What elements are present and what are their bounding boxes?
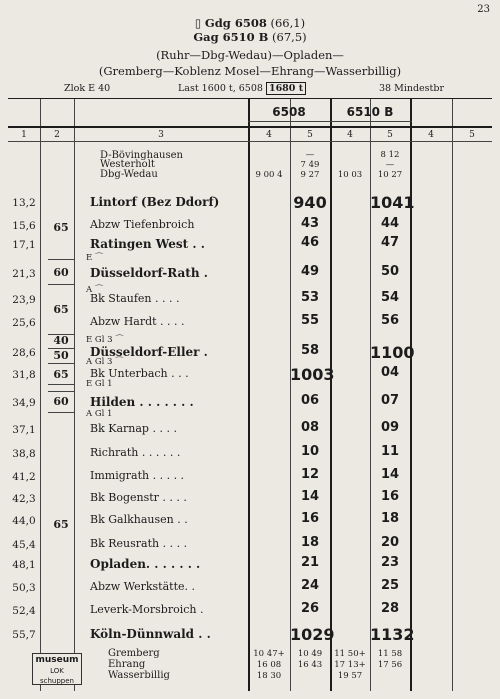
station-name: Ratingen West . . xyxy=(90,237,205,251)
km-value: 37,1 xyxy=(12,424,36,436)
origin-station: Westerholt xyxy=(100,159,155,170)
station-name: Abzw Hardt . . . . xyxy=(90,315,185,328)
column-number: 5 xyxy=(307,130,313,140)
train-6508-speed: (66,1) xyxy=(266,16,306,30)
time-6508: 14 xyxy=(300,489,320,504)
time-6510: 11 xyxy=(380,444,400,459)
station-name: Abzw Werkstätte. . xyxy=(90,580,195,593)
km-value: 38,8 xyxy=(12,448,36,460)
km-value: 34,9 xyxy=(12,397,36,409)
column-number: 5 xyxy=(469,130,475,140)
km-value: 52,4 xyxy=(12,605,36,617)
route-line: (Ruhr—Dbg-Wedau)—Opladen— xyxy=(156,48,344,62)
timetable xyxy=(8,99,492,691)
km-value: 48,1 xyxy=(12,559,36,571)
time-small: 16 08 xyxy=(256,660,282,670)
time-small: 9 00 4 xyxy=(255,170,283,180)
time-6508: 18 xyxy=(300,535,320,550)
rule xyxy=(74,99,75,691)
speed-limit: 40 xyxy=(53,334,69,347)
station-name: Bk Bogenstr . . . . xyxy=(90,491,187,504)
track-note: E Gl 3 ⌒ xyxy=(86,335,124,345)
time-6510: 07 xyxy=(380,393,400,408)
time-6508: 1029 xyxy=(290,625,335,644)
column-number: 4 xyxy=(266,130,272,140)
time-6510: 04 xyxy=(380,365,400,380)
min-brake-label: 38 Mindestbr xyxy=(378,83,444,94)
train-6508-name: Gdg 6508 xyxy=(204,16,267,30)
speed-limit: 65 xyxy=(53,368,69,381)
station-name: Bk Karnap . . . . xyxy=(90,422,177,435)
time-6510: 44 xyxy=(380,216,400,231)
track-note: A Gl 1 xyxy=(86,409,113,419)
rule xyxy=(330,99,332,691)
column-number: 5 xyxy=(387,130,393,140)
time-6508: 49 xyxy=(300,264,320,279)
rule xyxy=(248,99,250,691)
time-small: 16 43 xyxy=(297,660,323,670)
km-value: 31,8 xyxy=(12,369,36,381)
speed-limit: 50 xyxy=(53,349,69,362)
time-6510: 28 xyxy=(380,601,400,616)
track-note: E ⌒ xyxy=(86,253,104,263)
time-6510: 23 xyxy=(380,555,400,570)
km-value: 50,3 xyxy=(12,582,36,594)
speed-limit: 65 xyxy=(53,518,69,531)
km-value: 25,6 xyxy=(12,317,36,329)
station-name: Bk Unterbach . . . xyxy=(90,367,189,380)
time-small: 10 49 xyxy=(297,649,323,659)
km-value: 15,6 xyxy=(12,220,36,232)
destination-station: Wasserbillig xyxy=(108,670,170,681)
station-name: Opladen. . . . . . . xyxy=(90,557,201,571)
column-number: 2 xyxy=(54,130,60,140)
km-value: 41,2 xyxy=(12,471,36,483)
train-6510-speed: (67,5) xyxy=(268,30,307,44)
rule xyxy=(40,99,41,691)
destination-station: Gremberg xyxy=(108,648,160,659)
train-title-6508 xyxy=(0,16,500,30)
track-note: A ⌒ xyxy=(86,285,104,295)
speed-limit: 65 xyxy=(53,221,69,234)
column-number: 1 xyxy=(21,130,27,140)
load-text: Last 1600 t, 6508 xyxy=(178,83,263,94)
time-6508: 55 xyxy=(300,313,320,328)
time-small: 18 30 xyxy=(256,671,282,681)
rule xyxy=(410,99,412,691)
time-6510: 25 xyxy=(380,578,400,593)
time-6508: 08 xyxy=(300,420,320,435)
time-small: 10 47+ xyxy=(253,649,285,659)
time-small: 17 56 xyxy=(377,660,403,670)
km-value: 17,1 xyxy=(12,239,36,251)
logo-line-1: museum xyxy=(35,655,79,665)
train-title-6510 xyxy=(0,30,500,44)
time-small: 11 58 xyxy=(377,649,403,659)
km-value: 44,0 xyxy=(12,515,36,527)
time-6508: 1003 xyxy=(290,365,335,384)
load-label xyxy=(178,83,306,94)
time-6510: 56 xyxy=(380,313,400,328)
column-number: 4 xyxy=(347,130,353,140)
time-6508: 46 xyxy=(300,235,320,250)
speed-limit: 65 xyxy=(53,303,69,316)
km-value: 28,6 xyxy=(12,347,36,359)
station-name: Düsseldorf-Eller . xyxy=(90,345,208,359)
station-name: Lintorf (Bez Ddorf) xyxy=(90,195,220,209)
column-header-6510: 6510 B xyxy=(346,105,394,119)
km-value: 21,3 xyxy=(12,268,36,280)
km-value: 55,7 xyxy=(12,629,36,641)
column-number: 4 xyxy=(428,130,434,140)
station-name: Köln-Dünnwald . . xyxy=(90,627,211,641)
station-name: Immigrath . . . . . xyxy=(90,469,185,482)
time-6508: 43 xyxy=(300,216,320,231)
km-value: 23,9 xyxy=(12,294,36,306)
train-symbol: ▯ xyxy=(194,16,205,30)
station-name: Bk Reusrath . . . . xyxy=(90,537,188,550)
time-6510: 18 xyxy=(380,511,400,526)
time-small: 9 27 xyxy=(300,170,320,180)
route-line-2: (Gremberg—Koblenz Mosel—Ehrang—Wasserbillig) xyxy=(98,64,402,78)
origin-station: D-Bövinghausen xyxy=(100,150,183,161)
time-6508: 24 xyxy=(300,578,320,593)
page-number: 23 xyxy=(477,4,490,15)
time-6510: 1132 xyxy=(370,625,415,644)
station-name: Bk Staufen . . . . xyxy=(90,292,180,305)
station-name: Abzw Tiefenbroich xyxy=(90,218,195,231)
museum-logo xyxy=(32,653,82,685)
time-6508: 26 xyxy=(300,601,320,616)
rule xyxy=(8,141,492,142)
zlok-label: Zlok E 40 xyxy=(64,83,111,94)
time-6508: 21 xyxy=(300,555,320,570)
column-number: 3 xyxy=(158,130,164,140)
time-small: 17 13+ xyxy=(334,660,366,670)
time-small: — xyxy=(305,150,315,160)
time-small: 19 57 xyxy=(337,671,363,681)
logo-line-2: LOK schuppen xyxy=(40,667,74,685)
time-6510: 20 xyxy=(380,535,400,550)
meta-line xyxy=(0,83,500,97)
time-6510: 16 xyxy=(380,489,400,504)
station-name: Hilden . . . . . . . xyxy=(90,395,194,409)
column-header-6508: 6508 xyxy=(272,105,306,119)
time-small: 10 03 xyxy=(337,170,363,180)
time-small: — xyxy=(385,160,395,170)
time-6510: 47 xyxy=(380,235,400,250)
station-name: Leverk-Morsbroich . xyxy=(90,603,204,616)
km-value: 13,2 xyxy=(12,197,36,209)
speed-limit: 60 xyxy=(53,395,69,408)
station-name: Bk Galkhausen . . xyxy=(90,513,188,526)
station-name: Richrath . . . . . . xyxy=(90,446,181,459)
time-small: 10 27 xyxy=(377,170,403,180)
time-6510: 1100 xyxy=(370,343,415,362)
load-boxed: 1680 t xyxy=(266,82,306,95)
time-small: 7 49 xyxy=(300,160,320,170)
time-6508: 53 xyxy=(300,290,320,305)
destination-station: Ehrang xyxy=(108,659,146,670)
time-6508: 10 xyxy=(300,444,320,459)
km-value: 42,3 xyxy=(12,493,36,505)
time-small: 11 50+ xyxy=(334,649,366,659)
time-6510: 09 xyxy=(380,420,400,435)
time-6510: 14 xyxy=(380,467,400,482)
track-note: E Gl 1 xyxy=(86,379,113,389)
station-name: Düsseldorf-Rath . xyxy=(90,266,208,280)
time-small: 8 12 xyxy=(380,150,400,160)
time-6508: 16 xyxy=(300,511,320,526)
track-note: A Gl 3 ⌒ xyxy=(86,357,124,367)
time-6508: 06 xyxy=(300,393,320,408)
rule xyxy=(8,126,492,128)
rule xyxy=(248,121,412,122)
time-6510: 50 xyxy=(380,264,400,279)
train-6510-name: Gag 6510 B xyxy=(193,30,269,44)
origin-station: Dbg-Wedau xyxy=(100,169,158,180)
time-6508: 58 xyxy=(300,343,320,358)
rule xyxy=(452,99,453,691)
speed-limit: 60 xyxy=(53,266,69,279)
time-6508: 940 xyxy=(293,193,327,212)
km-value: 45,4 xyxy=(12,539,36,551)
time-6510: 54 xyxy=(380,290,400,305)
time-6508: 12 xyxy=(300,467,320,482)
time-6510: 1041 xyxy=(370,193,415,212)
